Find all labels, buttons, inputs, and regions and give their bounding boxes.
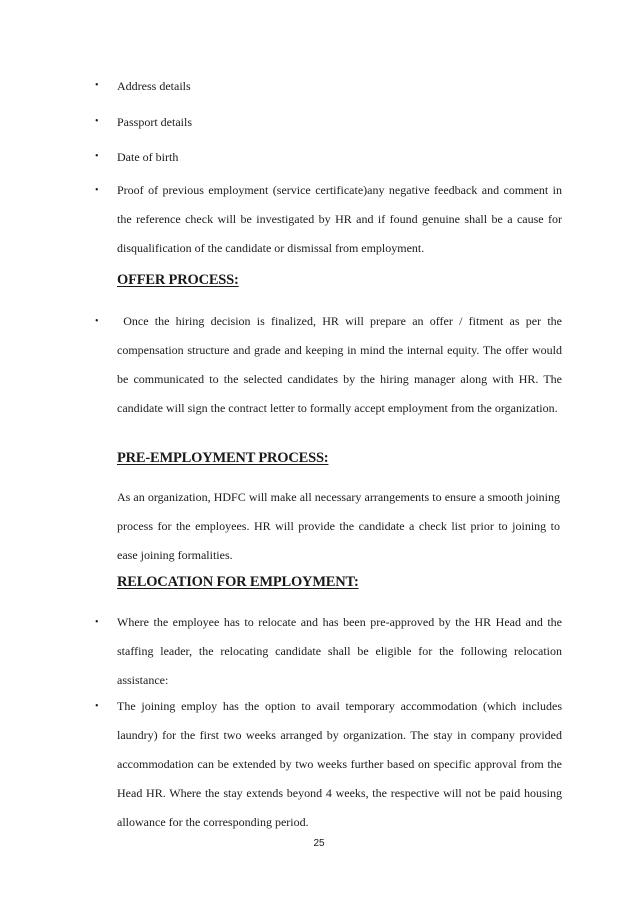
bullet-icon: •: [95, 316, 99, 327]
bullet-icon: •: [95, 151, 99, 162]
page-number: 25: [313, 838, 325, 849]
list-item-text: The joining employ has the option to avail temporary accommodation (which includes laundry) for the first two weeks arranged by organization. The stay in company provided accommodation can be extended by two weeks further based on specific approval from the Head HR. Where the stay extends beyond 4 weeks, the respective will not be paid housing allowance for the corresponding period.: [117, 699, 562, 829]
bullet-icon: •: [95, 80, 99, 91]
pre-employment-paragraph: As an organization, HDFC will make all necessary arrangements to ensure a smooth joining process for the employees. HR will provide the candidate a check list prior to joining to ease joining formalities.: [117, 490, 560, 562]
bullet-icon: •: [95, 701, 99, 712]
offer-process-heading: OFFER PROCESS:: [117, 272, 239, 288]
bullet-icon: •: [95, 617, 99, 628]
relocation-heading: RELOCATION FOR EMPLOYMENT:: [117, 574, 359, 590]
bullet-icon: •: [95, 116, 99, 127]
bullet-icon: •: [95, 185, 99, 196]
list-item-text: Address details: [117, 79, 191, 93]
list-item-text: Date of birth: [117, 150, 179, 164]
list-item-text: Passport details: [117, 115, 192, 129]
list-item-text: Once the hiring decision is finalized, HR will prepare an offer / fitment as per the compensation structure and grade and keeping in mind the internal equity. The offer would be communicated to the selected candidates by the hiring manager along with HR. The candidate will sign the contract letter to formally accept employment from the organization.: [117, 314, 565, 415]
list-item-text: Where the employee has to relocate and has been pre-approved by the HR Head and the staffing leader, the relocating candidate shall be eligible for the following relocation assistance:: [117, 615, 562, 687]
list-item-text: Proof of previous employment (service certificate)any negative feedback and comment in the reference check will be investigated by HR and if found genuine shall be a cause for disqualification of the candidate or dismissal from employment.: [117, 183, 562, 255]
pre-employment-heading: PRE-EMPLOYMENT PROCESS:: [117, 450, 329, 466]
